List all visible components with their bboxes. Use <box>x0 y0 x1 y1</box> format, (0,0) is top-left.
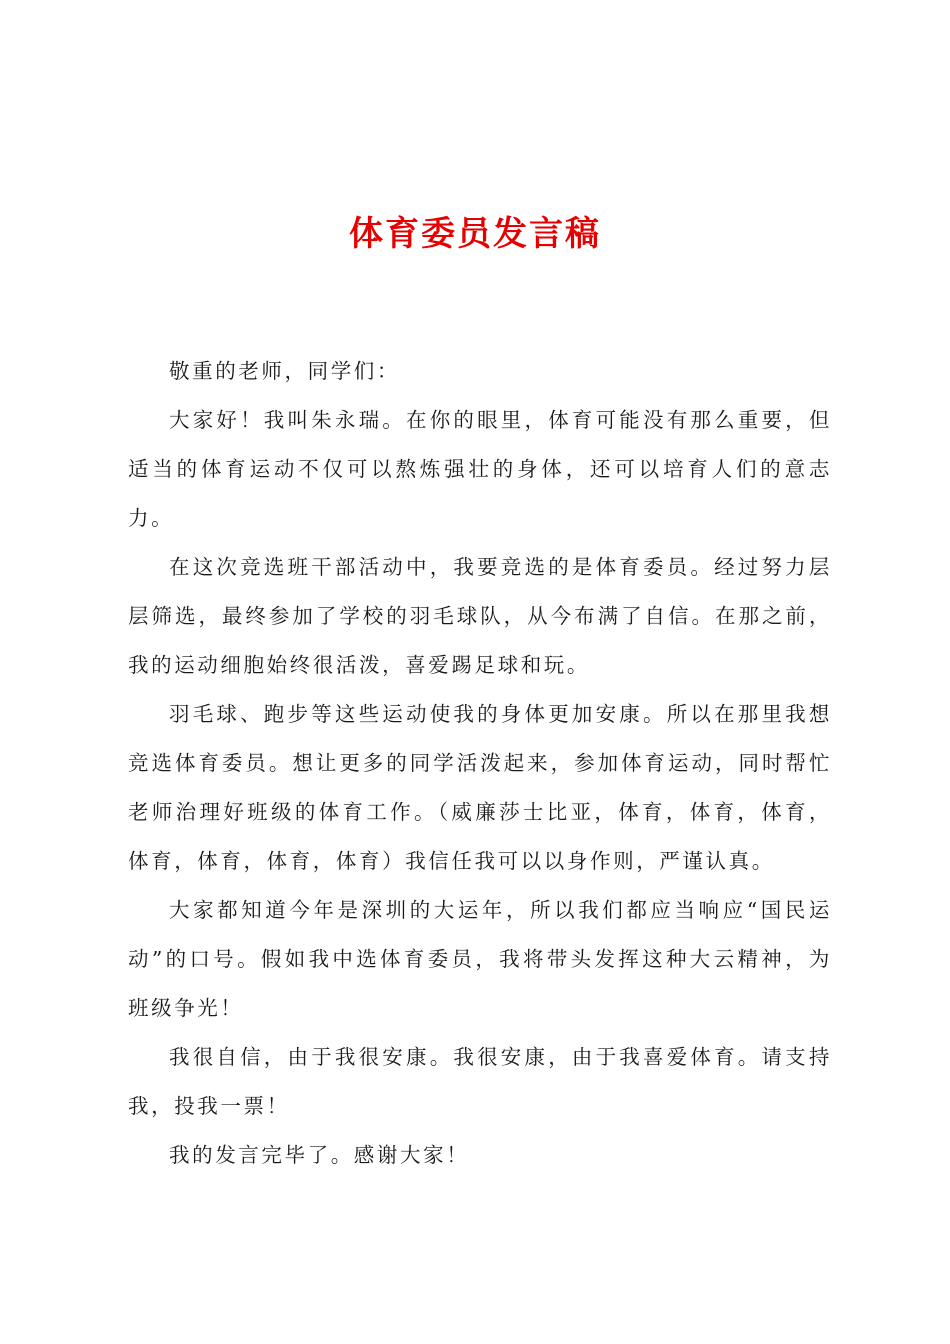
body-paragraph-5: 我很自信，由于我很安康。我很安康，由于我喜爱体育。请支持我，投我一票！ <box>128 1045 832 1118</box>
document-title: 体育委员发言稿 <box>349 214 601 254</box>
body-paragraph-4: 大家都知道今年是深圳的大运年，所以我们都应当响应“国民运动”的口号。假如我中选体育委员，我将带头发挥这种大云精神，为班级争光！ <box>128 898 832 1020</box>
body-paragraph-2: 在这次竞选班干部活动中，我要竞选的是体育委员。经过努力层层筛选，最终参加了学校的羽毛球队，从今布满了自信。在那之前，我的运动细胞始终很活泼，喜爱踢足球和玩。 <box>128 555 832 677</box>
body-paragraph-1: 大家好！我叫朱永瑞。在你的眼里，体育可能没有那么重要，但适当的体育运动不仅可以熬炼强壮的身体，还可以培育人们的意志力。 <box>128 408 832 530</box>
body-paragraph-3: 羽毛球、跑步等这些运动使我的身体更加安康。所以在那里我想竞选体育委员。想让更多的同学活泼起来，参加体育运动，同时帮忙老师治理好班级的体育工作。（威廉莎士比亚，体育，体育，体育，体育，体育，体育，体育）我信任我可以以身作则，严谨认真。 <box>128 702 832 873</box>
document-body <box>128 347 832 1180</box>
closing-paragraph: 我的发言完毕了。感谢大家！ <box>169 1143 470 1167</box>
salutation-paragraph: 敬重的老师，同学们： <box>169 359 400 383</box>
